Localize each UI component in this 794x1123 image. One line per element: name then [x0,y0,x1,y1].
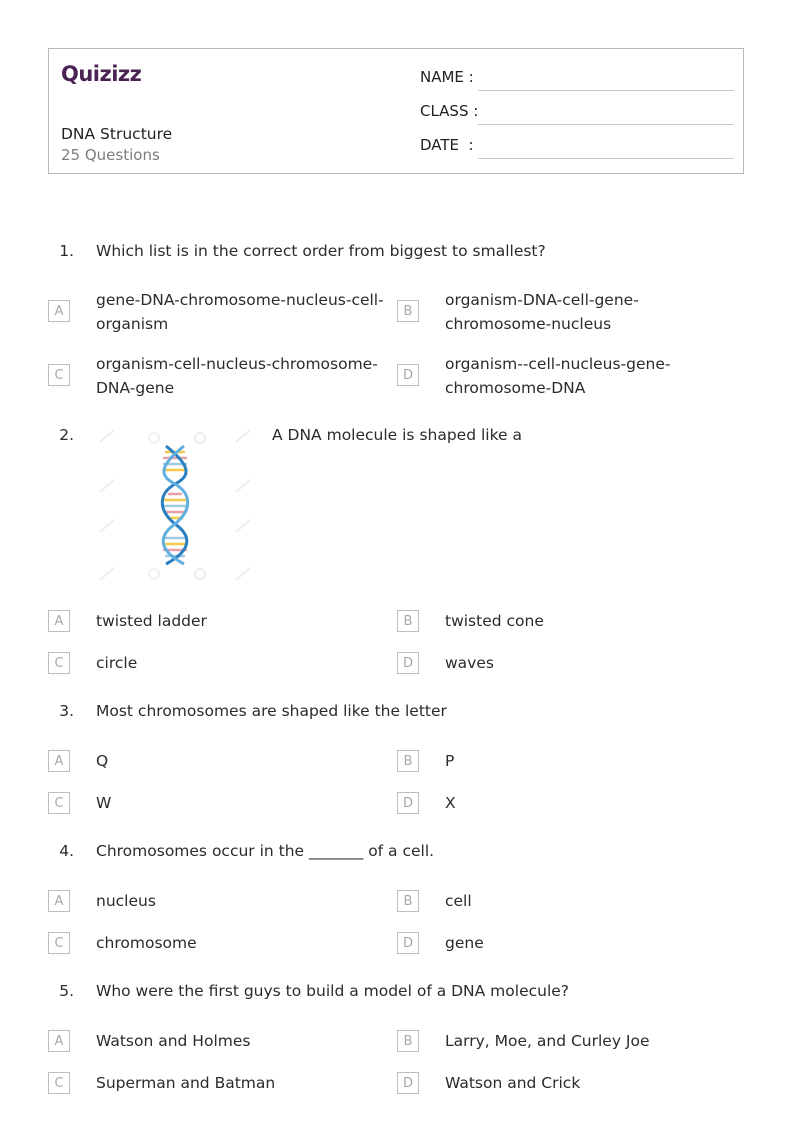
option-c-box[interactable]: C [48,652,70,674]
option-c-box[interactable]: C [48,932,70,954]
option-b-box[interactable]: B [397,1030,419,1052]
option-b-text: Larry, Moe, and Curley Joe [445,1032,650,1050]
question-number: 3. [59,702,74,720]
dna-helix-image [96,428,254,586]
option-c-box[interactable]: C [48,792,70,814]
option-d-text: organism--cell-nucleus-gene-chromosome-DNA [445,355,671,397]
name-line [478,90,734,91]
option-c-text: W [96,794,112,812]
option-d-box[interactable]: D [397,1072,419,1094]
date-label: DATE : [420,136,474,154]
option-b-box[interactable]: B [397,750,419,772]
option-d-box[interactable]: D [397,652,419,674]
option-c-box[interactable]: C [48,364,70,386]
svg-text:Quizizz: Quizizz [61,62,142,86]
option-d-box[interactable]: D [397,792,419,814]
option-c-text: Superman and Batman [96,1074,276,1092]
option-d-text: waves [445,654,494,672]
question-number: 4. [59,842,74,860]
option-a-text: nucleus [96,892,156,910]
option-a-box[interactable]: A [48,300,70,322]
worksheet-header [48,48,744,174]
option-d-text: Watson and Crick [445,1074,581,1092]
option-a-box[interactable]: A [48,890,70,912]
option-a-box[interactable]: A [48,610,70,632]
question-text: Which list is in the correct order from biggest to smallest? [96,242,546,260]
date-field[interactable] [420,136,740,160]
option-c-text: organism-cell-nucleus-chromosome-DNA-gene [96,355,378,397]
option-b-text: cell [445,892,472,910]
question-count: 25 Questions [61,146,160,164]
option-c-text: chromosome [96,934,197,952]
option-a-text: Watson and Holmes [96,1032,251,1050]
class-label: CLASS : [420,102,479,120]
question-number: 1. [59,242,74,260]
option-d-box[interactable]: D [397,364,419,386]
question-number: 5. [59,982,74,1000]
option-b-text: organism-DNA-cell-gene-chromosome-nucleus [445,291,639,333]
option-d-text: X [445,794,456,812]
name-field[interactable] [420,68,740,92]
option-c-box[interactable]: C [48,1072,70,1094]
question-text: Most chromosomes are shaped like the letter [96,702,447,720]
class-field[interactable] [420,102,740,126]
worksheet-title: DNA Structure [61,125,173,143]
date-line [478,158,734,159]
option-a-text: gene-DNA-chromosome-nucleus-cell-organism [96,291,384,333]
option-d-text: gene [445,934,484,952]
name-label: NAME : [420,68,474,86]
option-b-box[interactable]: B [397,300,419,322]
option-b-text: P [445,752,455,770]
question-text: Chromosomes occur in the _______ of a cell. [96,842,435,860]
option-c-text: circle [96,654,138,672]
option-b-box[interactable]: B [397,890,419,912]
quizizz-logo [61,59,153,89]
option-b-text: twisted cone [445,612,544,630]
question-text: Who were the first guys to build a model of a DNA molecule? [96,982,570,1000]
option-b-box[interactable]: B [397,610,419,632]
question-text: A DNA molecule is shaped like a [272,426,522,444]
option-d-box[interactable]: D [397,932,419,954]
class-line [478,124,734,125]
option-a-box[interactable]: A [48,1030,70,1052]
option-a-text: Q [96,752,109,770]
option-a-text: twisted ladder [96,612,207,630]
option-a-box[interactable]: A [48,750,70,772]
question-number: 2. [59,426,74,444]
